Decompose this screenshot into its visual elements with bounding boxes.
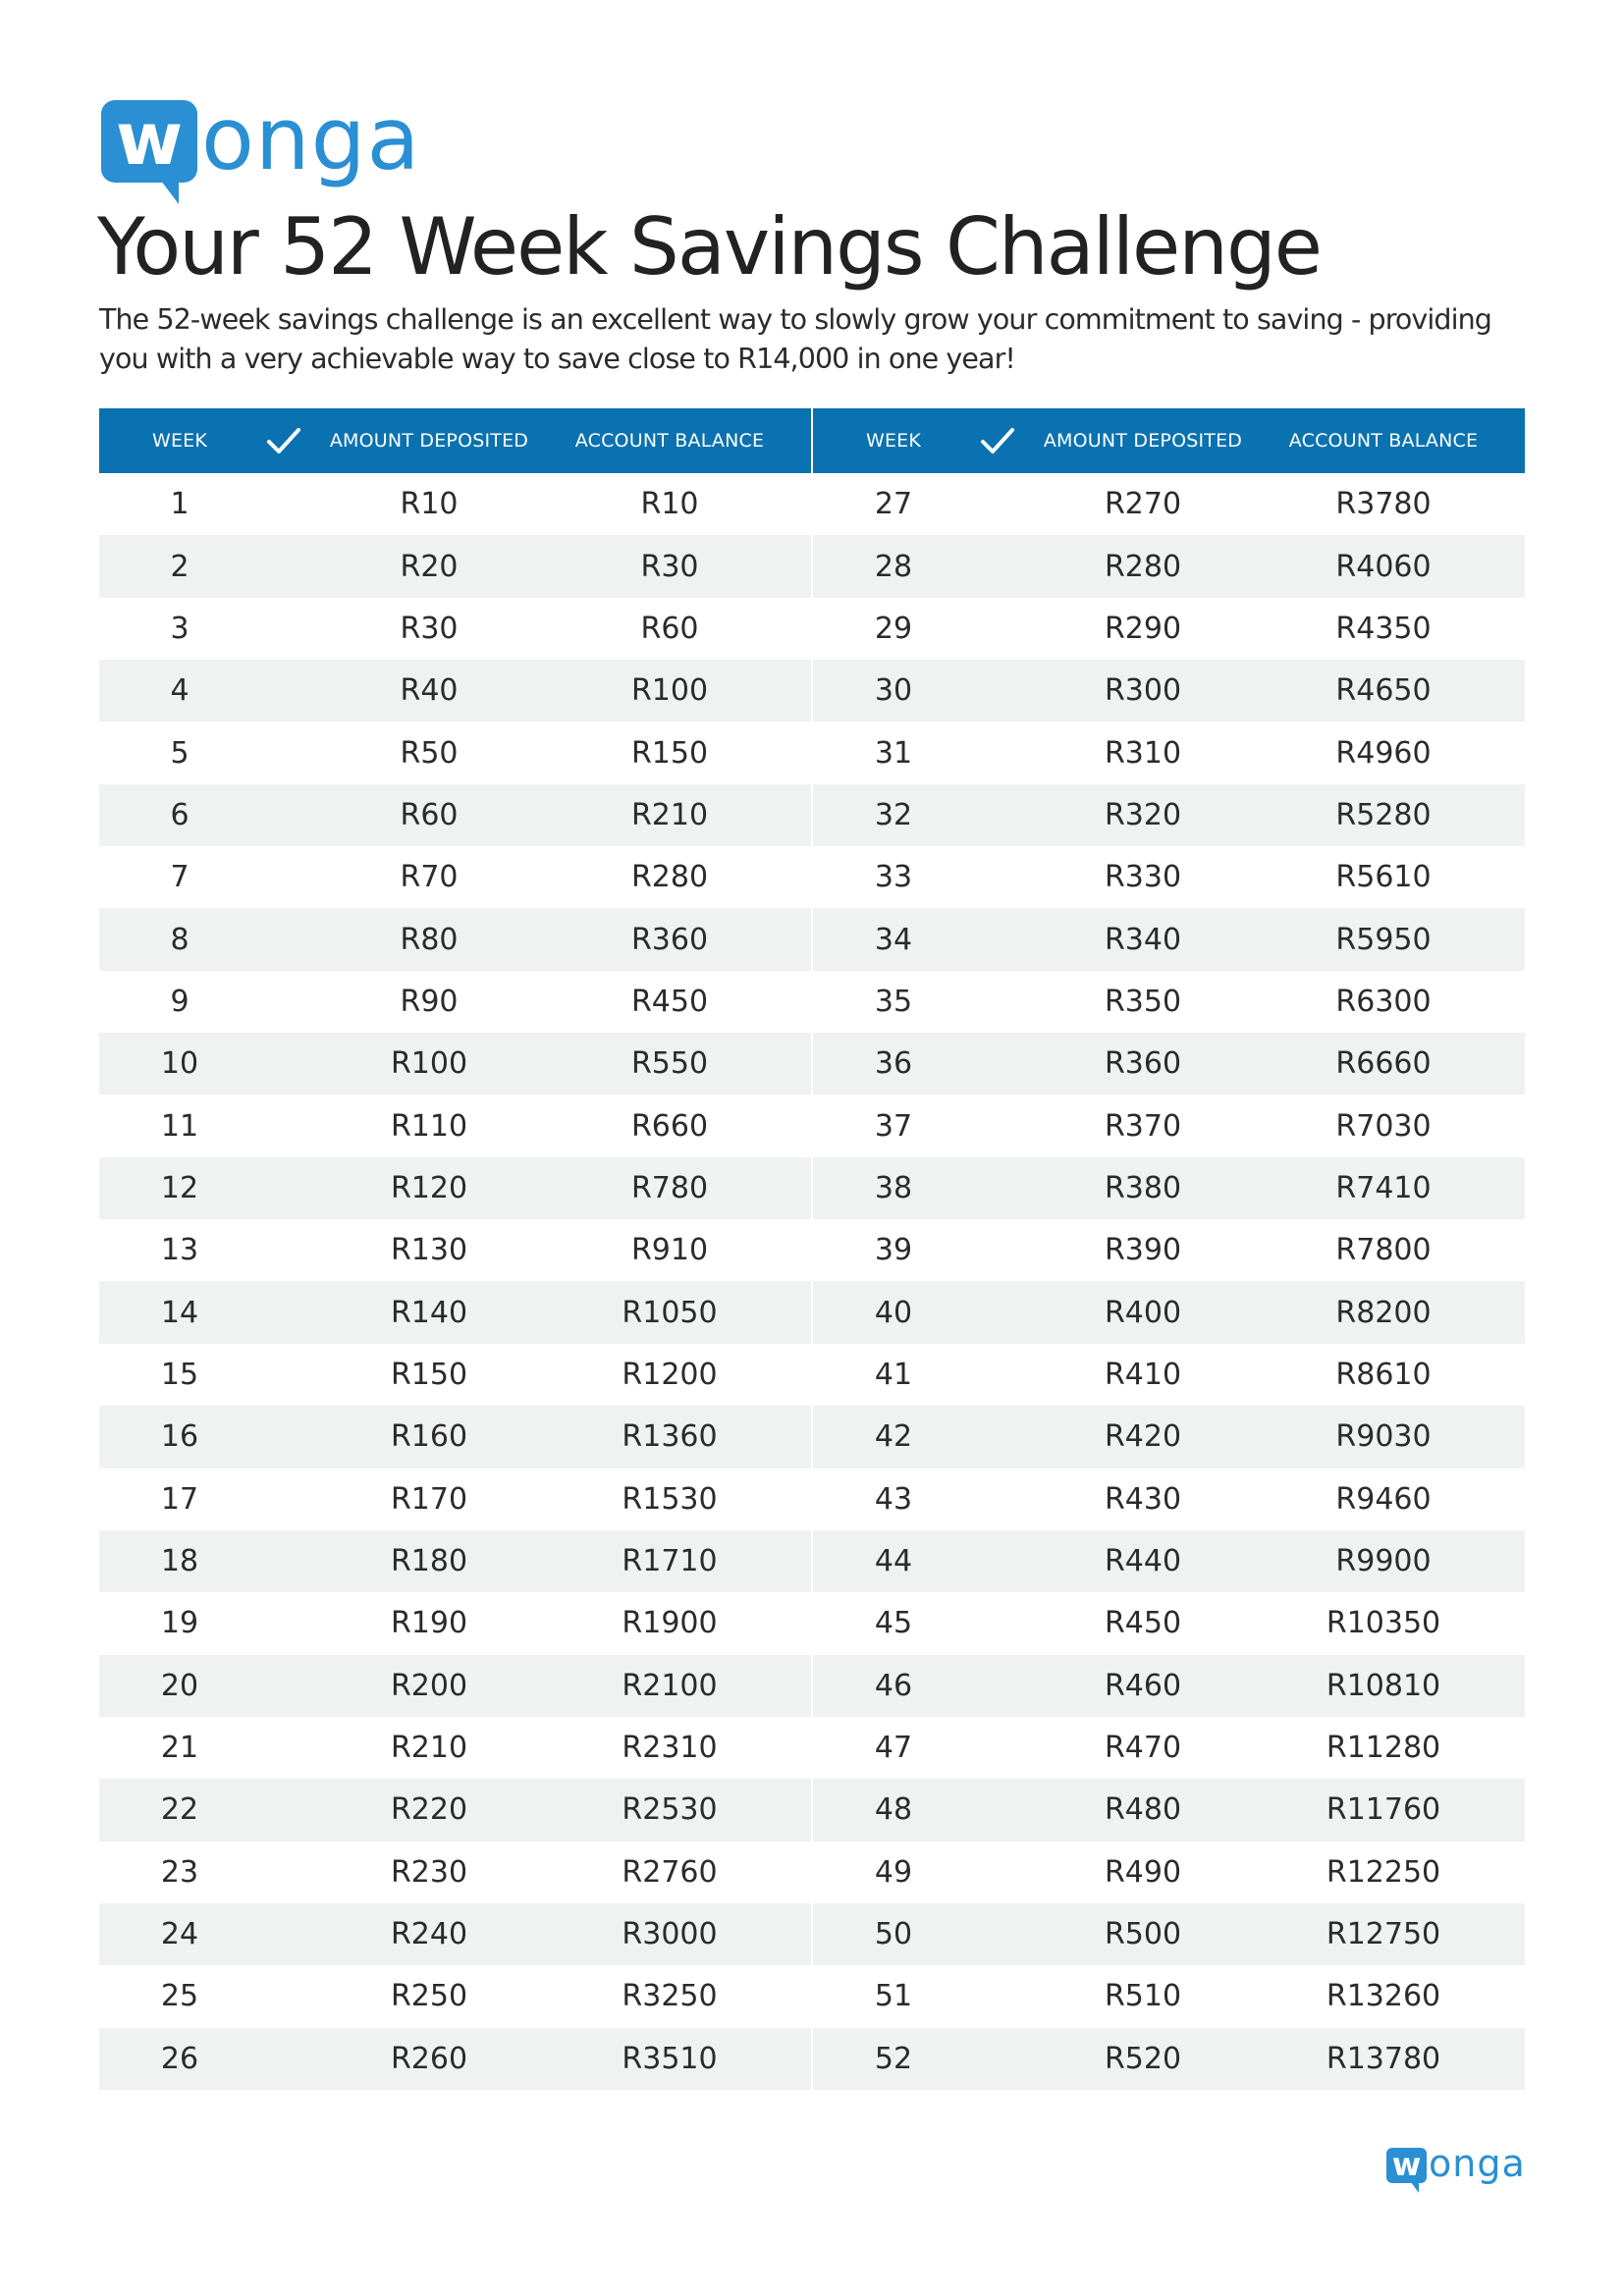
account-balance-cell: R2530	[622, 1792, 718, 1828]
amount-deposited-cell: R470	[1104, 1731, 1182, 1766]
account-balance-cell: R1710	[622, 1544, 718, 1579]
account-balance-cell: R7410	[1335, 1170, 1432, 1205]
table-row	[813, 1779, 1525, 1841]
logo-mark: w	[115, 97, 184, 182]
amount-deposited-cell: R320	[1104, 797, 1182, 832]
account-balance-cell: R30	[640, 549, 699, 584]
amount-deposited-cell: R70	[400, 860, 459, 895]
week-cell: 5	[170, 735, 189, 771]
account-balance-cell: R1050	[622, 1295, 718, 1330]
page-title: Your 52 Week Savings Challenge	[97, 201, 1321, 293]
week-cell: 17	[160, 1481, 199, 1517]
amount-deposited-cell: R20	[400, 549, 459, 584]
speech-bubble-icon	[101, 97, 197, 183]
week-cell: 4	[170, 673, 189, 709]
week-cell: 51	[874, 1979, 913, 2014]
table-row	[99, 908, 811, 970]
table-row	[99, 1157, 811, 1219]
week-cell: 1	[170, 487, 189, 522]
week-cell: 10	[160, 1046, 199, 1082]
table-row	[813, 784, 1525, 846]
amount-deposited-cell: R430	[1104, 1481, 1182, 1517]
intro-text: The 52-week savings challenge is an excellent way to slowly grow your commitment to saving - providing you with a very achievable way to save close to R14,000 in one year!	[99, 303, 1491, 375]
table-row	[99, 1717, 811, 1779]
column-header-check	[260, 427, 307, 454]
amount-deposited-cell: R260	[390, 2041, 468, 2076]
amount-deposited-cell: R350	[1104, 984, 1182, 1019]
table-row	[813, 1655, 1525, 1717]
table-row	[99, 1033, 811, 1095]
week-cell: 47	[874, 1731, 913, 1766]
table-row	[813, 1530, 1525, 1592]
week-cell: 20	[160, 1668, 199, 1703]
table-body	[99, 473, 1525, 2090]
amount-deposited-cell: R280	[1104, 549, 1182, 584]
account-balance-cell: R9030	[1335, 1419, 1432, 1455]
table-row	[99, 1281, 811, 1343]
amount-deposited-cell: R180	[390, 1544, 468, 1579]
week-cell: 28	[874, 549, 913, 584]
amount-deposited-cell: R410	[1104, 1357, 1182, 1392]
week-cell: 46	[874, 1668, 913, 1703]
account-balance-cell: R550	[630, 1046, 709, 1082]
savings-table	[99, 408, 1525, 2090]
table-row	[813, 1842, 1525, 1903]
table-row	[813, 1095, 1525, 1156]
week-cell: 3	[170, 611, 189, 646]
table-row	[813, 1033, 1525, 1095]
amount-deposited-cell: R440	[1104, 1544, 1182, 1579]
column-header-week: WEEK	[865, 430, 922, 452]
account-balance-cell: R2310	[622, 1731, 718, 1766]
amount-deposited-cell: R500	[1104, 1917, 1182, 1952]
table-row	[99, 971, 811, 1033]
amount-deposited-cell: R340	[1104, 922, 1182, 957]
table-row	[99, 473, 811, 535]
table-row	[99, 1592, 811, 1654]
week-cell: 39	[874, 1233, 913, 1268]
table-row	[99, 1655, 811, 1717]
week-cell: 13	[160, 1233, 199, 1268]
amount-deposited-cell: R240	[390, 1917, 468, 1952]
table-row	[99, 1406, 811, 1468]
week-cell: 26	[160, 2041, 199, 2076]
account-balance-cell: R450	[630, 984, 709, 1019]
table-row	[99, 1095, 811, 1156]
account-balance-cell: R4350	[1335, 611, 1432, 646]
column-header-check	[974, 427, 1021, 454]
table-row	[99, 1530, 811, 1592]
table-row	[99, 1779, 811, 1841]
table-row	[99, 721, 811, 783]
account-balance-cell: R2760	[622, 1854, 718, 1890]
amount-deposited-cell: R230	[390, 1854, 468, 1890]
amount-deposited-cell: R300	[1104, 673, 1182, 709]
account-balance-cell: R1200	[622, 1357, 718, 1392]
week-cell: 38	[874, 1170, 913, 1205]
amount-deposited-cell: R140	[390, 1295, 468, 1330]
table-header-left	[99, 408, 811, 473]
table-row	[813, 473, 1525, 535]
week-cell: 48	[874, 1792, 913, 1828]
amount-deposited-cell: R60	[400, 797, 459, 832]
amount-deposited-cell: R170	[390, 1481, 468, 1517]
week-cell: 6	[170, 797, 189, 832]
amount-deposited-cell: R460	[1104, 1668, 1182, 1703]
week-cell: 42	[874, 1419, 913, 1455]
amount-deposited-cell: R380	[1104, 1170, 1182, 1205]
table-row	[813, 971, 1525, 1033]
table-row	[813, 2028, 1525, 2090]
speech-bubble-icon	[1386, 2148, 1427, 2183]
week-cell: 40	[874, 1295, 913, 1330]
account-balance-cell: R150	[630, 735, 709, 771]
account-balance-cell: R4960	[1335, 735, 1432, 771]
table-column-right	[813, 473, 1525, 2090]
footer-wonga-logo	[1386, 2142, 1526, 2185]
week-cell: 44	[874, 1544, 913, 1579]
week-cell: 21	[160, 1731, 199, 1766]
amount-deposited-cell: R480	[1104, 1792, 1182, 1828]
account-balance-cell: R360	[630, 922, 709, 957]
amount-deposited-cell: R250	[390, 1979, 468, 2014]
amount-deposited-cell: R90	[400, 984, 459, 1019]
account-balance-cell: R12250	[1326, 1854, 1441, 1890]
table-row	[813, 660, 1525, 721]
amount-deposited-cell: R520	[1104, 2041, 1182, 2076]
account-balance-cell: R2100	[622, 1668, 718, 1703]
amount-deposited-cell: R400	[1104, 1295, 1182, 1330]
account-balance-cell: R9460	[1335, 1481, 1432, 1517]
week-cell: 19	[160, 1606, 199, 1641]
amount-deposited-cell: R510	[1104, 1979, 1182, 2014]
amount-deposited-cell: R220	[390, 1792, 468, 1828]
amount-deposited-cell: R210	[390, 1731, 468, 1766]
week-cell: 18	[160, 1544, 199, 1579]
amount-deposited-cell: R150	[390, 1357, 468, 1392]
week-cell: 12	[160, 1170, 199, 1205]
week-cell: 9	[170, 984, 189, 1019]
account-balance-cell: R780	[630, 1170, 709, 1205]
week-cell: 43	[874, 1481, 913, 1517]
checkmark-icon	[980, 427, 1015, 454]
week-cell: 27	[874, 487, 913, 522]
amount-deposited-cell: R50	[400, 735, 459, 771]
amount-deposited-cell: R160	[390, 1419, 468, 1455]
week-cell: 34	[874, 922, 913, 957]
table-row	[813, 1219, 1525, 1281]
table-row	[99, 1219, 811, 1281]
amount-deposited-cell: R370	[1104, 1108, 1182, 1144]
account-balance-cell: R11280	[1326, 1731, 1441, 1766]
table-row	[813, 1157, 1525, 1219]
week-cell: 52	[874, 2041, 913, 2076]
account-balance-cell: R9900	[1335, 1544, 1432, 1579]
table-row	[813, 846, 1525, 908]
column-header-balance: ACCOUNT BALANCE	[1288, 430, 1479, 452]
amount-deposited-cell: R490	[1104, 1854, 1182, 1890]
week-cell: 24	[160, 1917, 199, 1952]
table-row	[99, 1903, 811, 1965]
account-balance-cell: R8610	[1335, 1357, 1432, 1392]
account-balance-cell: R5950	[1335, 922, 1432, 957]
account-balance-cell: R7030	[1335, 1108, 1432, 1144]
week-cell: 37	[874, 1108, 913, 1144]
week-cell: 41	[874, 1357, 913, 1392]
week-cell: 31	[874, 735, 913, 771]
week-cell: 35	[874, 984, 913, 1019]
week-cell: 15	[160, 1357, 199, 1392]
week-cell: 8	[170, 922, 189, 957]
account-balance-cell: R210	[630, 797, 709, 832]
table-row	[99, 535, 811, 597]
account-balance-cell: R660	[630, 1108, 709, 1144]
logo-mark: w	[1391, 2146, 1422, 2183]
account-balance-cell: R1360	[622, 1419, 718, 1455]
amount-deposited-cell: R330	[1104, 860, 1182, 895]
column-header-balance: ACCOUNT BALANCE	[574, 430, 765, 452]
logo-text: onga	[1429, 2142, 1526, 2185]
amount-deposited-cell: R200	[390, 1668, 468, 1703]
week-cell: 16	[160, 1419, 199, 1455]
amount-deposited-cell: R270	[1104, 487, 1182, 522]
week-cell: 36	[874, 1046, 913, 1082]
account-balance-cell: R10810	[1326, 1668, 1441, 1703]
table-row	[99, 846, 811, 908]
amount-deposited-cell: R130	[390, 1233, 468, 1268]
account-balance-cell: R1900	[622, 1606, 718, 1641]
table-row	[99, 598, 811, 660]
account-balance-cell: R10350	[1326, 1606, 1441, 1641]
amount-deposited-cell: R40	[400, 673, 459, 709]
amount-deposited-cell: R290	[1104, 611, 1182, 646]
week-cell: 49	[874, 1854, 913, 1890]
table-row	[99, 1468, 811, 1530]
table-row	[813, 1592, 1525, 1654]
account-balance-cell: R60	[640, 611, 699, 646]
amount-deposited-cell: R190	[390, 1606, 468, 1641]
account-balance-cell: R3510	[622, 2041, 718, 2076]
table-row	[99, 1842, 811, 1903]
table-row	[99, 1965, 811, 2027]
table-row	[99, 1344, 811, 1406]
week-cell: 33	[874, 860, 913, 895]
column-header-week: WEEK	[151, 430, 208, 452]
amount-deposited-cell: R120	[390, 1170, 468, 1205]
week-cell: 2	[170, 549, 189, 584]
week-cell: 25	[160, 1979, 199, 2014]
account-balance-cell: R910	[630, 1233, 709, 1268]
table-row	[99, 660, 811, 721]
table-header	[99, 408, 1525, 473]
checkmark-icon	[266, 427, 301, 454]
table-row	[813, 721, 1525, 783]
week-cell: 11	[160, 1108, 199, 1144]
account-balance-cell: R10	[640, 487, 699, 522]
account-balance-cell: R11760	[1326, 1792, 1441, 1828]
table-column-left	[99, 473, 811, 2090]
week-cell: 14	[160, 1295, 199, 1330]
week-cell: 29	[874, 611, 913, 646]
amount-deposited-cell: R110	[390, 1108, 468, 1144]
column-header-amount: AMOUNT DEPOSITED	[1043, 430, 1243, 452]
account-balance-cell: R8200	[1335, 1295, 1432, 1330]
account-balance-cell: R13260	[1326, 1979, 1441, 2014]
table-header-right	[813, 408, 1525, 473]
account-balance-cell: R100	[630, 673, 709, 709]
logo-text: onga	[201, 88, 421, 189]
table-row	[813, 535, 1525, 597]
account-balance-cell: R13780	[1326, 2041, 1441, 2076]
amount-deposited-cell: R80	[400, 922, 459, 957]
table-row	[813, 598, 1525, 660]
column-header-amount: AMOUNT DEPOSITED	[329, 430, 529, 452]
table-row	[813, 1344, 1525, 1406]
account-balance-cell: R6660	[1335, 1046, 1432, 1082]
amount-deposited-cell: R100	[390, 1046, 468, 1082]
table-row	[813, 1717, 1525, 1779]
amount-deposited-cell: R420	[1104, 1419, 1182, 1455]
account-balance-cell: R6300	[1335, 984, 1432, 1019]
wonga-logo	[101, 88, 421, 189]
table-row	[813, 1903, 1525, 1965]
table-row	[813, 1468, 1525, 1530]
amount-deposited-cell: R10	[400, 487, 459, 522]
account-balance-cell: R5610	[1335, 860, 1432, 895]
account-balance-cell: R5280	[1335, 797, 1432, 832]
week-cell: 7	[170, 860, 189, 895]
week-cell: 22	[160, 1792, 199, 1828]
table-row	[813, 908, 1525, 970]
amount-deposited-cell: R310	[1104, 735, 1182, 771]
account-balance-cell: R4060	[1335, 549, 1432, 584]
table-row	[813, 1281, 1525, 1343]
account-balance-cell: R3000	[622, 1917, 718, 1952]
account-balance-cell: R4650	[1335, 673, 1432, 709]
account-balance-cell: R3780	[1335, 487, 1432, 522]
amount-deposited-cell: R360	[1104, 1046, 1182, 1082]
week-cell: 23	[160, 1854, 199, 1890]
table-row	[99, 784, 811, 846]
week-cell: 50	[874, 1917, 913, 1952]
account-balance-cell: R1530	[622, 1481, 718, 1517]
amount-deposited-cell: R390	[1104, 1233, 1182, 1268]
amount-deposited-cell: R30	[400, 611, 459, 646]
table-row	[813, 1965, 1525, 2027]
amount-deposited-cell: R450	[1104, 1606, 1182, 1641]
week-cell: 30	[874, 673, 913, 709]
table-row	[99, 2028, 811, 2090]
table-row	[813, 1406, 1525, 1468]
account-balance-cell: R12750	[1326, 1917, 1441, 1952]
account-balance-cell: R3250	[622, 1979, 718, 2014]
week-cell: 32	[874, 797, 913, 832]
account-balance-cell: R7800	[1335, 1233, 1432, 1268]
week-cell: 45	[874, 1606, 913, 1641]
account-balance-cell: R280	[630, 860, 709, 895]
